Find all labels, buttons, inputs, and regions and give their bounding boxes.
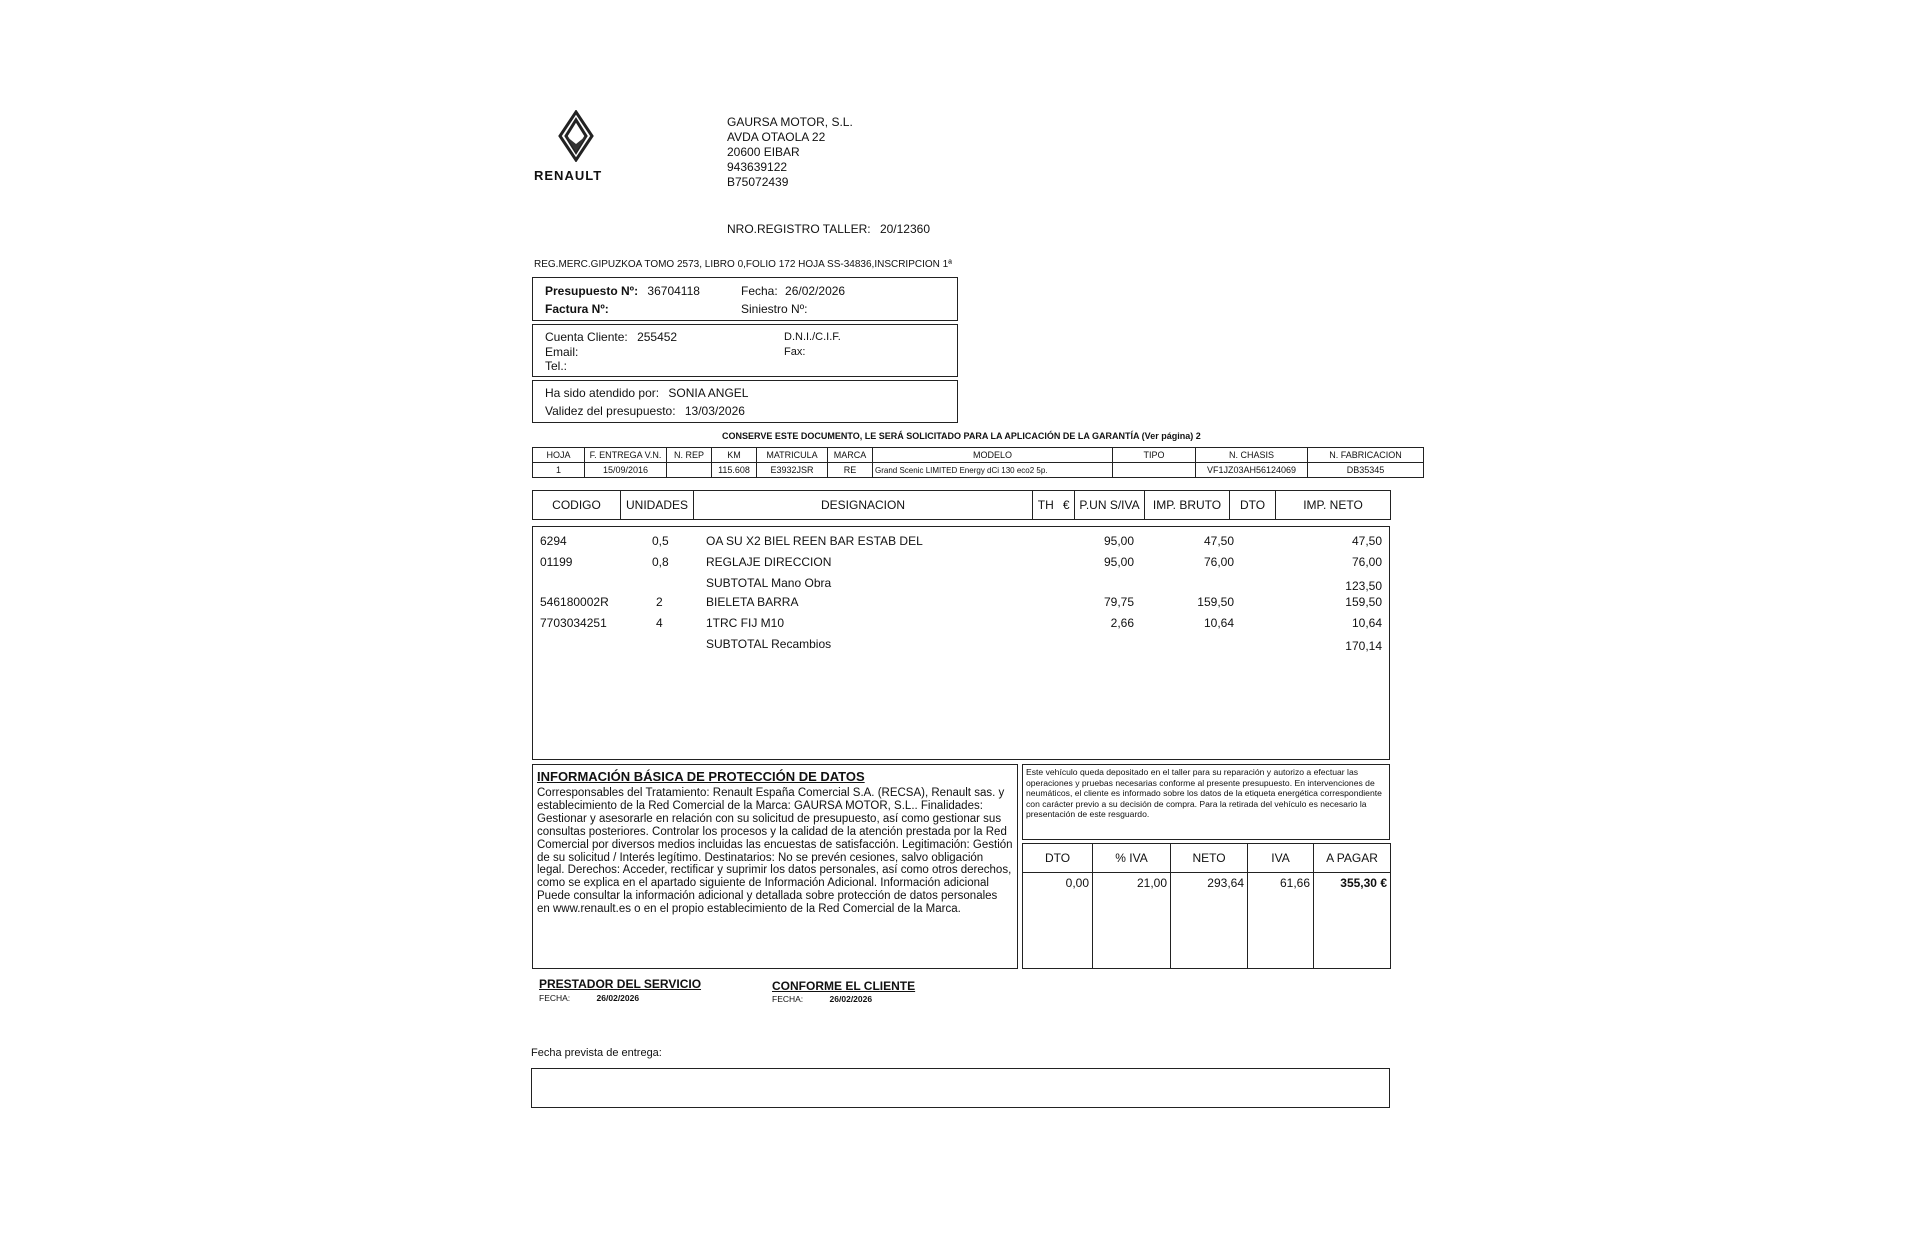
company-phone: 943639122	[727, 160, 788, 174]
budget-number-label: Presupuesto Nº:	[545, 284, 639, 298]
claim-label: Siniestro Nº:	[741, 302, 808, 316]
line-designacion: OA SU X2 BIEL REEN BAR ESTAB DEL	[706, 534, 923, 548]
tel-label: Tel.:	[545, 359, 568, 373]
totals-value: 0,00	[1023, 873, 1093, 969]
header-codigo: CODIGO	[533, 491, 621, 520]
vehicle-header: N. REP	[667, 448, 712, 463]
totals-value: 61,66	[1248, 873, 1314, 969]
totals-amount-due: 355,30 €	[1314, 873, 1391, 969]
line-codigo: 6294	[540, 534, 567, 548]
vehicle-table	[532, 447, 1424, 478]
line-bruto: 76,00	[1203, 555, 1234, 569]
vehicle-value: 115.608	[712, 463, 757, 478]
totals-table	[1022, 843, 1391, 969]
renault-logo-icon	[554, 110, 598, 162]
line-neto: 123,50	[1345, 579, 1382, 593]
header-unidades: UNIDADES	[621, 491, 694, 520]
delivery-label: Fecha prevista de entrega:	[531, 1047, 662, 1059]
line-bruto: 10,64	[1203, 616, 1234, 630]
fax-label: Fax:	[784, 346, 806, 358]
vehicle-header: HOJA	[533, 448, 585, 463]
registry-value: 20/12360	[879, 222, 930, 236]
email-label: Email:	[545, 345, 579, 359]
vehicle-header: TIPO	[1113, 448, 1196, 463]
client-date-label: FECHA:	[772, 994, 804, 1004]
deposit-notice-box	[1022, 764, 1390, 840]
line-pun: 2,66	[1110, 616, 1134, 630]
line-pun: 95,00	[1103, 555, 1134, 569]
header-th: TH	[1033, 491, 1059, 520]
attended-box	[532, 380, 958, 423]
vehicle-value: 1	[533, 463, 585, 478]
line-row	[532, 555, 1390, 573]
company-city: 20600 EIBAR	[727, 145, 800, 159]
vehicle-value	[667, 463, 712, 478]
vehicle-header: F. ENTREGA V.N.	[585, 448, 667, 463]
totals-value: 21,00	[1093, 873, 1171, 969]
privacy-box	[532, 764, 1018, 969]
header-dto: DTO	[1230, 491, 1276, 520]
line-neto: 76,00	[1351, 555, 1382, 569]
totals-header-row	[1023, 844, 1391, 873]
line-unidades: 0,5	[652, 534, 669, 548]
brand-name: RENAULT	[534, 168, 603, 183]
line-neto: 170,14	[1345, 639, 1382, 653]
invoice-label: Factura Nº:	[545, 302, 609, 316]
provider-label: PRESTADOR DEL SERVICIO	[539, 977, 702, 991]
registry-line	[727, 222, 930, 236]
company-name: GAURSA MOTOR, S.L.	[727, 115, 853, 129]
provider-date: 26/02/2026	[596, 993, 640, 1003]
company-info	[727, 115, 853, 190]
vehicle-header: MATRICULA	[757, 448, 828, 463]
line-row	[532, 616, 1390, 634]
budget-number: 36704118	[647, 284, 700, 298]
vehicle-header: N. CHASIS	[1196, 448, 1308, 463]
vehicle-value: Grand Scenic LIMITED Energy dCi 130 eco2 5p.	[873, 463, 1113, 478]
header-euro: €	[1059, 491, 1075, 520]
budget-date-label: Fecha:	[741, 284, 778, 298]
totals-value-row	[1023, 873, 1391, 969]
line-designacion: REGLAJE DIRECCION	[706, 555, 832, 569]
client-date: 26/02/2026	[829, 994, 873, 1004]
vehicle-value: VF1JZ03AH56124069	[1196, 463, 1308, 478]
privacy-body: Corresponsables del Tratamiento: Renault España Comercial S.A. (RECSA), Renault sas. y establecimiento de la Red Comercial de la Marca: GAURSA MOTOR, S.L.. Finalidades: Gestionar y asesorarle en relación con su solicitud de presupuesto, así como gestionar sus consultas posteriores. Controlar los procesos y la calidad de la atención prestada por la Red Comercial por diversos medios incluidas las encuestas de satisfacción. Legitimación: Gestión de su solicitud / Interés legítimo. Destinatarios: No se prevén cesiones, salvo obligación legal. Derechos: Acceder, rectificar y suprimir los datos personales, así como otros derechos, como se explica en el apartado siguiente de Información Adicional. Información adicional Puede consultar la información adicional y detallada sobre protección de datos personales en www.renault.es o en el propio establecimiento de la Red Comercial de la Marca.	[537, 787, 1013, 916]
line-row	[532, 595, 1390, 613]
line-designacion: 1TRC FIJ M10	[706, 616, 785, 630]
line-unidades: 0,8	[652, 555, 669, 569]
line-bruto: 47,50	[1203, 534, 1234, 548]
vehicle-header: MARCA	[828, 448, 873, 463]
attended-name: SONIA ANGEL	[668, 386, 749, 400]
totals-header: A PAGAR	[1314, 844, 1391, 873]
attended-label: Ha sido atendido por:	[545, 386, 660, 400]
header-designacion: DESIGNACION	[694, 491, 1033, 520]
keep-notice: CONSERVE ESTE DOCUMENTO, LE SERÁ SOLICITADO PARA LA APLICACIÓN DE LA GARANTÍA (Ver página) 2	[722, 431, 1201, 441]
vehicle-value: 15/09/2016	[585, 463, 667, 478]
vehicle-value: E3932JSR	[757, 463, 828, 478]
validity-date: 13/03/2026	[684, 404, 745, 418]
totals-value: 293,64	[1171, 873, 1248, 969]
line-designacion: SUBTOTAL Mano Obra	[706, 576, 832, 590]
header-neto: IMP. NETO	[1276, 491, 1391, 520]
line-designacion: SUBTOTAL Recambios	[706, 637, 832, 651]
line-unidades: 2	[656, 595, 663, 609]
header-bruto: IMP. BRUTO	[1145, 491, 1230, 520]
provider-date-label: FECHA:	[539, 993, 571, 1003]
line-designacion: BIELETA BARRA	[706, 595, 799, 609]
line-codigo: 7703034251	[540, 616, 607, 630]
line-bruto: 159,50	[1197, 595, 1234, 609]
vehicle-header-row	[533, 448, 1424, 463]
vehicle-header: KM	[712, 448, 757, 463]
line-unidades: 4	[656, 616, 663, 630]
totals-header: NETO	[1171, 844, 1248, 873]
line-pun: 95,00	[1103, 534, 1134, 548]
customer-box	[532, 324, 958, 377]
dni-label: D.N.I./C.I.F.	[784, 331, 841, 343]
company-cif: B75072439	[727, 175, 789, 189]
vehicle-value	[1113, 463, 1196, 478]
vehicle-value: DB35345	[1308, 463, 1424, 478]
privacy-title: INFORMACIÓN BÁSICA DE PROTECCIÓN DE DATOS	[537, 769, 865, 784]
totals-header: DTO	[1023, 844, 1093, 873]
line-neto: 10,64	[1351, 616, 1382, 630]
totals-header: % IVA	[1093, 844, 1171, 873]
lines-header	[532, 490, 1391, 520]
line-codigo: 546180002R	[540, 595, 609, 609]
line-row	[532, 534, 1390, 552]
line-pun: 79,75	[1103, 595, 1134, 609]
line-row	[532, 637, 1390, 655]
vehicle-header: N. FABRICACION	[1308, 448, 1424, 463]
account-label: Cuenta Cliente:	[545, 330, 628, 344]
totals-header: IVA	[1248, 844, 1314, 873]
vehicle-value: RE	[828, 463, 873, 478]
delivery-date-field[interactable]	[531, 1068, 1390, 1108]
vehicle-header: MODELO	[873, 448, 1113, 463]
registry-label: NRO.REGISTRO TALLER:	[727, 222, 871, 236]
budget-box	[532, 277, 958, 321]
line-neto: 47,50	[1351, 534, 1382, 548]
budget-date: 26/02/2026	[785, 284, 846, 298]
line-codigo: 01199	[540, 555, 573, 569]
account-number: 255452	[637, 330, 678, 344]
vehicle-value-row	[533, 463, 1424, 478]
validity-label: Validez del presupuesto:	[545, 404, 676, 418]
client-label: CONFORME EL CLIENTE	[772, 979, 916, 993]
mercantile-registry: REG.MERC.GIPUZKOA TOMO 2573, LIBRO 0,FOLIO 172 HOJA SS-34836,INSCRIPCION 1ª	[534, 259, 952, 270]
line-row	[532, 576, 1390, 594]
header-pun: P.UN S/IVA	[1075, 491, 1145, 520]
company-address: AVDA OTAOLA 22	[727, 130, 826, 144]
line-neto: 159,50	[1345, 595, 1382, 609]
deposit-notice: Este vehículo queda depositado en el taller para su reparación y autorizo a efectuar las operaciones y pruebas necesarias conforme al presente presupuesto. En intervenciones de neumáticos, el cliente es informado sobre los datos de la etiqueta energética correspondiente con carácter previo a su decisión de compra. Para la retirada del vehículo es necesario la presentación de este resguardo.	[1026, 767, 1382, 820]
